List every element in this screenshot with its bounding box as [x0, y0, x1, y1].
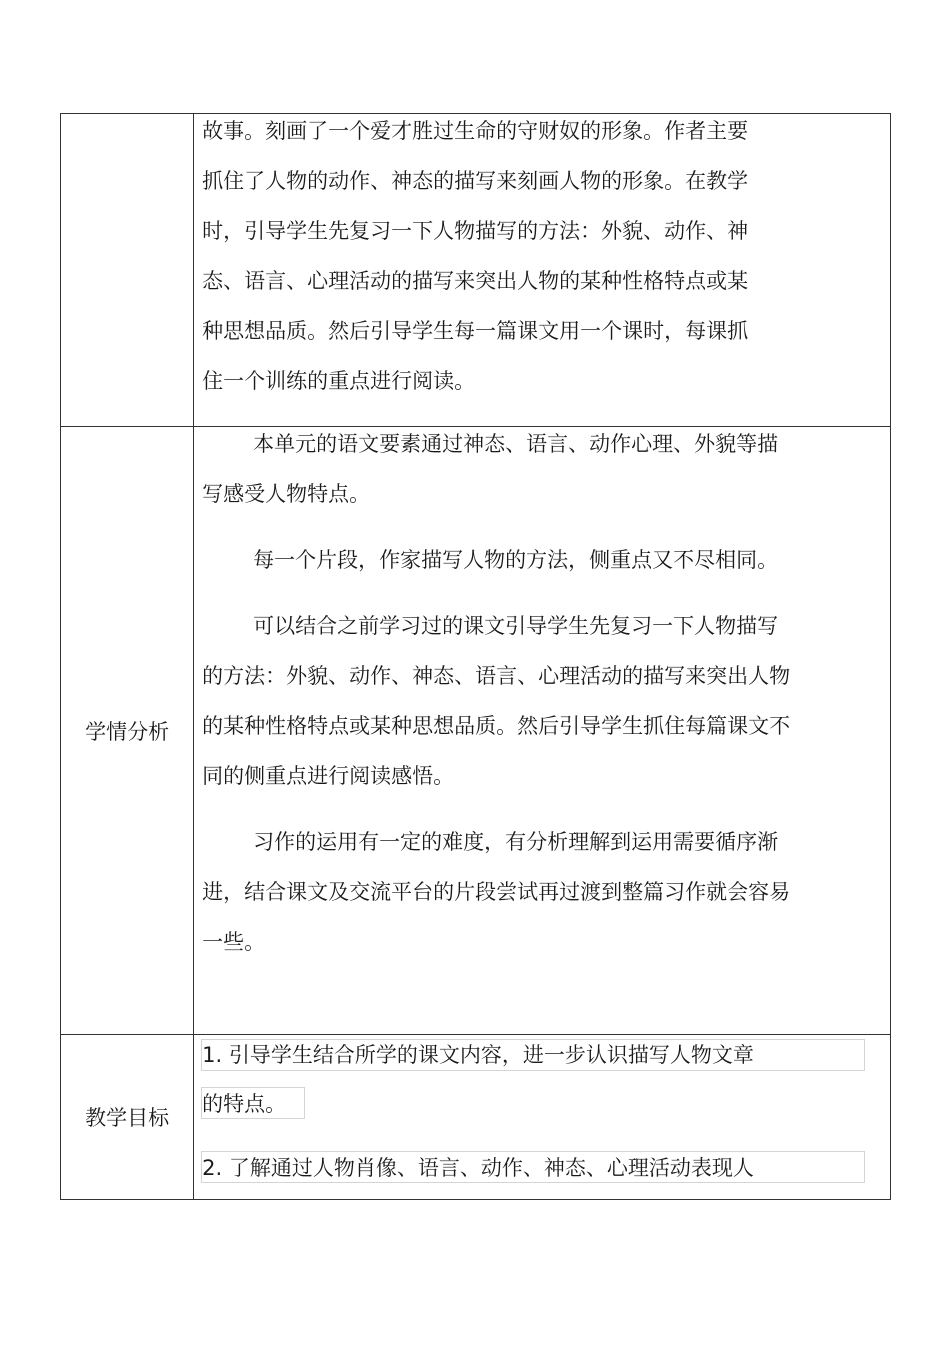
analysis-paragraph: 可以结合之前学习过的课文引导学生先复习一下人物描写的方法：外貌、动作、神态、语言、心理活动的描写来突出人物的某种性格特点或某种思想品质。然后引导学生抓住每篇课文不同的侧重点进行阅读感悟。: [202, 614, 791, 788]
text-line: 时，引导学生先复习一下人物描写的方法：外貌、动作、神: [202, 219, 749, 243]
row-label-learning-analysis: 学情分析: [61, 427, 194, 1035]
analysis-paragraph: 本单元的语文要素通过神态、语言、动作心理、外貌等描写感受人物特点。: [202, 432, 779, 506]
goal-item-1-line-2: 的特点。: [202, 1092, 287, 1116]
teaching-notes-cell: [194, 114, 891, 427]
table-row: [61, 1035, 891, 1200]
goal-item-1-line-1: 1. 引导学生结合所学的课文内容，进一步认识描写人物文章: [202, 1043, 754, 1067]
text-line: 住一个训练的重点进行阅读。: [202, 369, 476, 393]
text-line: 抓住了人物的动作、神态的描写来刻画人物的形象。在教学: [202, 169, 749, 193]
goal-item-2-line-1: 2. 了解通过人物肖像、语言、动作、神态、心理活动表现人: [202, 1156, 754, 1180]
teaching-goals-cell: [194, 1035, 891, 1200]
text-line: 故事。刻画了一个爱才胜过生命的守财奴的形象。作者主要: [202, 119, 749, 143]
analysis-paragraph: 习作的运用有一定的难度，有分析理解到运用需要循序渐进，结合课文及交流平台的片段尝试再过渡到整篇习作就会容易一些。: [202, 830, 791, 954]
lesson-plan-table: [60, 113, 891, 1200]
analysis-paragraph: 每一个片段，作家描写人物的方法，侧重点又不尽相同。: [253, 548, 779, 572]
table-row: [61, 114, 891, 427]
row-label-empty: [61, 114, 194, 427]
text-line: 种思想品质。然后引导学生每一篇课文用一个课时，每课抓: [202, 319, 749, 343]
learning-analysis-cell: [194, 427, 891, 1035]
text-line: 态、语言、心理活动的描写来突出人物的某种性格特点或某: [202, 269, 749, 293]
row-label-teaching-goals: 教学目标: [61, 1035, 194, 1200]
table-row: [61, 427, 891, 1035]
goals-list: [194, 1035, 890, 1199]
